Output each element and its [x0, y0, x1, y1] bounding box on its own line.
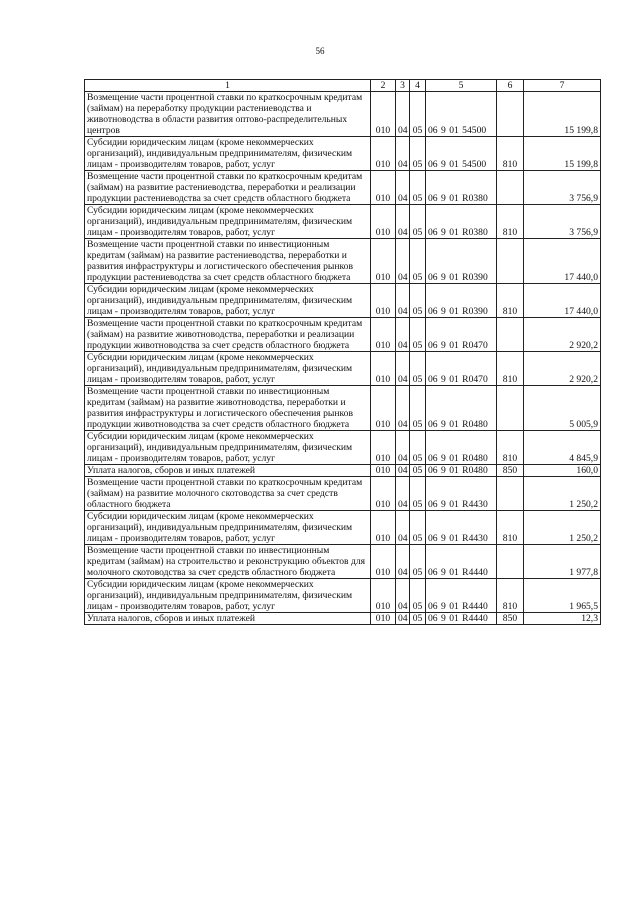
row-csr-code-cell: 06 9 01 R0390 — [426, 284, 497, 318]
row-code-2-cell: 010 — [371, 92, 396, 137]
row-csr-code-cell: 06 9 01 R0470 — [426, 352, 497, 386]
row-code-3-cell: 04 — [396, 579, 410, 613]
row-amount-cell: 12,3 — [524, 613, 601, 625]
row-amount-cell: 3 756,9 — [524, 171, 601, 205]
row-amount-cell: 160,0 — [524, 465, 601, 477]
row-vr-code-cell: 810 — [497, 511, 524, 545]
row-code-3-cell: 04 — [396, 205, 410, 239]
row-name-cell: Субсидии юридическим лицам (кроме некоммерческих организаций), индивидуальным предпринимателям, физическим лицам - производителям товаров, работ, услуг — [85, 352, 371, 386]
row-vr-code-cell: 850 — [497, 613, 524, 625]
row-csr-code-cell: 06 9 01 R0480 — [426, 465, 497, 477]
row-code-4-cell: 05 — [410, 477, 426, 511]
table-row — [85, 386, 601, 431]
row-code-4-cell: 05 — [410, 239, 426, 284]
row-code-3-cell: 04 — [396, 431, 410, 465]
row-code-2-cell: 010 — [371, 386, 396, 431]
header-col-7: 7 — [524, 80, 601, 92]
row-code-2-cell: 010 — [371, 579, 396, 613]
table-row — [85, 92, 601, 137]
table-row — [85, 205, 601, 239]
row-csr-code-cell: 06 9 01 R4440 — [426, 579, 497, 613]
row-name-cell: Возмещение части процентной ставки по инвестиционным кредитам (займам) на развитие растениеводства, переработки и развития инфраструктуры и логистического обеспечения рынков продукции растениеводства за счет средств областного бюджета — [85, 239, 371, 284]
row-name-cell: Возмещение части процентной ставки по краткосрочным кредитам (займам) на развитие молочного скотоводства за счет средств областного бюджета — [85, 477, 371, 511]
row-name-cell: Возмещение части процентной ставки по инвестиционным кредитам (займам) на развитие животноводства, переработки и развития инфраструктуры и логистического обеспечения рынков продукции животноводства за счет средств областного бюджета — [85, 386, 371, 431]
row-code-3-cell: 04 — [396, 352, 410, 386]
row-amount-cell: 2 920,2 — [524, 352, 601, 386]
row-amount-cell: 3 756,9 — [524, 205, 601, 239]
row-name-cell: Возмещение части процентной ставки по краткосрочным кредитам (займам) на развитие животноводства, переработки и реализации продукции животноводства за счет средств областного бюджета — [85, 318, 371, 352]
row-vr-code-cell — [497, 386, 524, 431]
row-name-cell: Возмещение части процентной ставки по краткосрочным кредитам (займам) на развитие растениеводства, переработки и реализации продукции растениеводства за счет средств областного бюджета — [85, 171, 371, 205]
table-row — [85, 545, 601, 579]
row-amount-cell: 15 199,8 — [524, 92, 601, 137]
header-col-1: 1 — [85, 80, 371, 92]
header-col-2: 2 — [371, 80, 396, 92]
row-code-2-cell: 010 — [371, 511, 396, 545]
row-name-cell: Субсидии юридическим лицам (кроме некоммерческих организаций), индивидуальным предпринимателям, физическим лицам - производителям товаров, работ, услуг — [85, 137, 371, 171]
row-amount-cell: 1 250,2 — [524, 511, 601, 545]
row-code-3-cell: 04 — [396, 465, 410, 477]
row-amount-cell: 5 005,9 — [524, 386, 601, 431]
table-row — [85, 431, 601, 465]
row-code-3-cell: 04 — [396, 477, 410, 511]
row-amount-cell: 1 250,2 — [524, 477, 601, 511]
table-row — [85, 477, 601, 511]
table-row — [85, 613, 601, 625]
row-csr-code-cell: 06 9 01 54500 — [426, 137, 497, 171]
row-code-2-cell: 010 — [371, 318, 396, 352]
row-csr-code-cell: 06 9 01 R4440 — [426, 613, 497, 625]
table-row — [85, 465, 601, 477]
row-code-4-cell: 05 — [410, 545, 426, 579]
row-code-3-cell: 04 — [396, 171, 410, 205]
row-amount-cell: 4 845,9 — [524, 431, 601, 465]
row-code-3-cell: 04 — [396, 511, 410, 545]
row-csr-code-cell: 06 9 01 R4430 — [426, 511, 497, 545]
table-row — [85, 137, 601, 171]
row-amount-cell: 1 965,5 — [524, 579, 601, 613]
row-code-2-cell: 010 — [371, 284, 396, 318]
row-vr-code-cell — [497, 318, 524, 352]
row-code-2-cell: 010 — [371, 352, 396, 386]
row-csr-code-cell: 06 9 01 R0380 — [426, 171, 497, 205]
row-code-4-cell: 05 — [410, 205, 426, 239]
row-vr-code-cell: 850 — [497, 465, 524, 477]
row-csr-code-cell: 06 9 01 R0380 — [426, 205, 497, 239]
row-code-2-cell: 010 — [371, 171, 396, 205]
row-code-4-cell: 05 — [410, 465, 426, 477]
row-code-2-cell: 010 — [371, 477, 396, 511]
row-vr-code-cell — [497, 239, 524, 284]
row-code-2-cell: 010 — [371, 431, 396, 465]
row-code-2-cell: 010 — [371, 613, 396, 625]
row-name-cell: Субсидии юридическим лицам (кроме некоммерческих организаций), индивидуальным предпринимателям, физическим лицам - производителям товаров, работ, услуг — [85, 284, 371, 318]
row-amount-cell: 17 440,0 — [524, 239, 601, 284]
table-row — [85, 579, 601, 613]
row-code-3-cell: 04 — [396, 386, 410, 431]
budget-table — [84, 79, 601, 625]
row-amount-cell: 17 440,0 — [524, 284, 601, 318]
row-code-3-cell: 04 — [396, 137, 410, 171]
row-code-3-cell: 04 — [396, 284, 410, 318]
row-vr-code-cell — [497, 545, 524, 579]
header-col-6: 6 — [497, 80, 524, 92]
row-csr-code-cell: 06 9 01 54500 — [426, 92, 497, 137]
row-code-4-cell: 05 — [410, 318, 426, 352]
row-code-3-cell: 04 — [396, 613, 410, 625]
row-code-2-cell: 010 — [371, 137, 396, 171]
row-vr-code-cell: 810 — [497, 205, 524, 239]
row-code-2-cell: 010 — [371, 545, 396, 579]
row-code-3-cell: 04 — [396, 92, 410, 137]
row-name-cell: Возмещение части процентной ставки по инвестиционным кредитам (займам) на строительство и реконструкцию объектов для молочного скотоводства за счет средств областного бюджета — [85, 545, 371, 579]
table-row — [85, 171, 601, 205]
row-code-4-cell: 05 — [410, 284, 426, 318]
row-code-4-cell: 05 — [410, 352, 426, 386]
page-number: 56 — [315, 46, 325, 56]
row-name-cell: Уплата налогов, сборов и иных платежей — [85, 465, 371, 477]
table-row — [85, 239, 601, 284]
row-name-cell: Уплата налогов, сборов и иных платежей — [85, 613, 371, 625]
row-name-cell: Возмещение части процентной ставки по краткосрочным кредитам (займам) на переработку продукции растениеводства и животноводства в области развития оптово-распределительных центров — [85, 92, 371, 137]
row-code-2-cell: 010 — [371, 205, 396, 239]
row-name-cell: Субсидии юридическим лицам (кроме некоммерческих организаций), индивидуальным предпринимателям, физическим лицам - производителям товаров, работ, услуг — [85, 431, 371, 465]
row-code-4-cell: 05 — [410, 386, 426, 431]
row-amount-cell: 15 199,8 — [524, 137, 601, 171]
header-row — [85, 80, 601, 92]
row-code-2-cell: 010 — [371, 239, 396, 284]
row-csr-code-cell: 06 9 01 R0480 — [426, 431, 497, 465]
row-name-cell: Субсидии юридическим лицам (кроме некоммерческих организаций), индивидуальным предпринимателям, физическим лицам - производителям товаров, работ, услуг — [85, 579, 371, 613]
header-col-4: 4 — [410, 80, 426, 92]
row-csr-code-cell: 06 9 01 R4430 — [426, 477, 497, 511]
row-csr-code-cell: 06 9 01 R0480 — [426, 386, 497, 431]
row-vr-code-cell — [497, 171, 524, 205]
row-csr-code-cell: 06 9 01 R4440 — [426, 545, 497, 579]
header-col-3: 3 — [396, 80, 410, 92]
row-code-3-cell: 04 — [396, 545, 410, 579]
row-vr-code-cell: 810 — [497, 137, 524, 171]
table-row — [85, 511, 601, 545]
row-name-cell: Субсидии юридическим лицам (кроме некоммерческих организаций), индивидуальным предпринимателям, физическим лицам - производителям товаров, работ, услуг — [85, 511, 371, 545]
row-code-4-cell: 05 — [410, 511, 426, 545]
row-csr-code-cell: 06 9 01 R0470 — [426, 318, 497, 352]
row-code-4-cell: 05 — [410, 431, 426, 465]
row-code-4-cell: 05 — [410, 613, 426, 625]
table-row — [85, 318, 601, 352]
row-code-3-cell: 04 — [396, 318, 410, 352]
row-vr-code-cell: 810 — [497, 579, 524, 613]
row-vr-code-cell — [497, 477, 524, 511]
row-code-4-cell: 05 — [410, 137, 426, 171]
row-code-3-cell: 04 — [396, 239, 410, 284]
row-name-cell: Субсидии юридическим лицам (кроме некоммерческих организаций), индивидуальным предпринимателям, физическим лицам - производителям товаров, работ, услуг — [85, 205, 371, 239]
row-vr-code-cell: 810 — [497, 431, 524, 465]
table-row — [85, 352, 601, 386]
row-code-2-cell: 010 — [371, 465, 396, 477]
row-amount-cell: 1 977,8 — [524, 545, 601, 579]
row-code-4-cell: 05 — [410, 579, 426, 613]
row-code-4-cell: 05 — [410, 92, 426, 137]
row-vr-code-cell: 810 — [497, 352, 524, 386]
row-vr-code-cell: 810 — [497, 284, 524, 318]
row-vr-code-cell — [497, 92, 524, 137]
table-row — [85, 284, 601, 318]
row-code-4-cell: 05 — [410, 171, 426, 205]
row-csr-code-cell: 06 9 01 R0390 — [426, 239, 497, 284]
row-amount-cell: 2 920,2 — [524, 318, 601, 352]
header-col-5: 5 — [426, 80, 497, 92]
